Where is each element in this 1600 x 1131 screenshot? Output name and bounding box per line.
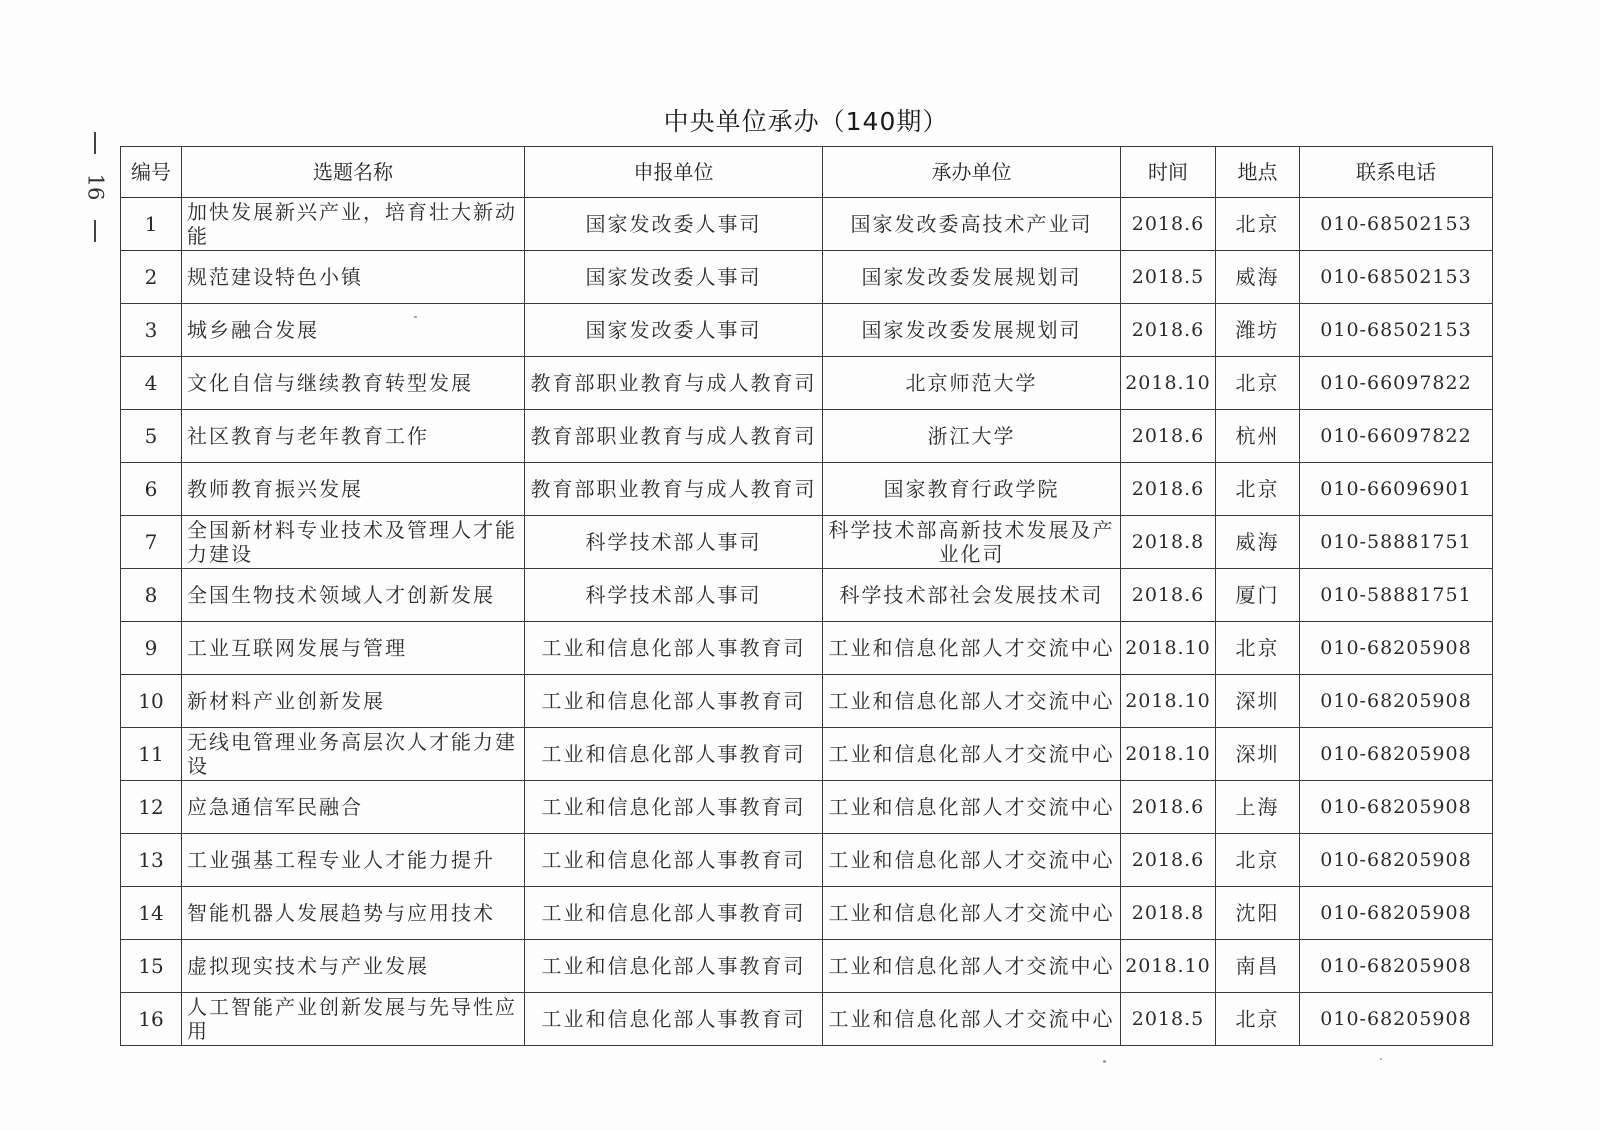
row-organizer: 工业和信息化部人才交流中心	[823, 887, 1121, 940]
table-row	[121, 834, 1493, 887]
row-index: 11	[121, 728, 182, 781]
row-index: 16	[121, 993, 182, 1046]
row-applicant: 工业和信息化部人事教育司	[525, 781, 823, 834]
row-location: 北京	[1216, 834, 1300, 887]
table-header-row	[121, 147, 1493, 198]
row-applicant: 教育部职业教育与成人教育司	[525, 410, 823, 463]
row-phone: 010-58881751	[1300, 516, 1493, 569]
header-date: 时间	[1121, 147, 1216, 198]
row-location: 杭州	[1216, 410, 1300, 463]
table-row	[121, 516, 1493, 569]
row-date: 2018.5	[1121, 993, 1216, 1046]
row-index: 15	[121, 940, 182, 993]
row-phone: 010-68205908	[1300, 675, 1493, 728]
row-applicant: 工业和信息化部人事教育司	[525, 887, 823, 940]
row-organizer: 工业和信息化部人才交流中心	[823, 781, 1121, 834]
table-row	[121, 675, 1493, 728]
table-row	[121, 304, 1493, 357]
row-phone: 010-68205908	[1300, 728, 1493, 781]
row-topic: 城乡融合发展	[182, 304, 525, 357]
row-index: 4	[121, 357, 182, 410]
row-index: 14	[121, 887, 182, 940]
row-phone: 010-68502153	[1300, 304, 1493, 357]
row-organizer: 科学技术部社会发展技术司	[823, 569, 1121, 622]
row-location: 深圳	[1216, 728, 1300, 781]
row-applicant: 教育部职业教育与成人教育司	[525, 357, 823, 410]
row-date: 2018.10	[1121, 940, 1216, 993]
row-location: 潍坊	[1216, 304, 1300, 357]
row-organizer: 国家发改委发展规划司	[823, 251, 1121, 304]
row-applicant: 工业和信息化部人事教育司	[525, 834, 823, 887]
row-applicant: 科学技术部人事司	[525, 516, 823, 569]
row-location: 北京	[1216, 463, 1300, 516]
row-organizer: 国家发改委高技术产业司	[823, 198, 1121, 251]
row-phone: 010-68205908	[1300, 622, 1493, 675]
row-index: 7	[121, 516, 182, 569]
scan-speck	[1380, 1058, 1382, 1060]
row-organizer: 浙江大学	[823, 410, 1121, 463]
row-phone: 010-66096901	[1300, 463, 1493, 516]
row-phone: 010-66097822	[1300, 410, 1493, 463]
row-index: 9	[121, 622, 182, 675]
table-row	[121, 940, 1493, 993]
row-topic: 工业强基工程专业人才能力提升	[182, 834, 525, 887]
row-location: 南昌	[1216, 940, 1300, 993]
table-row	[121, 251, 1493, 304]
page-number-label: 16	[83, 173, 108, 201]
row-location: 上海	[1216, 781, 1300, 834]
row-organizer: 科学技术部高新技术发展及产业化司	[823, 516, 1121, 569]
row-applicant: 工业和信息化部人事教育司	[525, 675, 823, 728]
row-organizer: 工业和信息化部人才交流中心	[823, 940, 1121, 993]
row-date: 2018.6	[1121, 304, 1216, 357]
row-phone: 010-68502153	[1300, 198, 1493, 251]
row-date: 2018.10	[1121, 622, 1216, 675]
table-row	[121, 781, 1493, 834]
row-location: 北京	[1216, 622, 1300, 675]
table-row	[121, 622, 1493, 675]
row-phone: 010-68205908	[1300, 993, 1493, 1046]
row-applicant: 国家发改委人事司	[525, 251, 823, 304]
row-topic: 无线电管理业务高层次人才能力建设	[182, 728, 525, 781]
header-location: 地点	[1216, 147, 1300, 198]
row-organizer: 工业和信息化部人才交流中心	[823, 728, 1121, 781]
row-phone: 010-58881751	[1300, 569, 1493, 622]
table-row	[121, 198, 1493, 251]
table-row	[121, 993, 1493, 1046]
row-organizer: 北京师范大学	[823, 357, 1121, 410]
header-topic: 选题名称	[182, 147, 525, 198]
program-table	[120, 146, 1493, 1046]
row-location: 威海	[1216, 251, 1300, 304]
row-organizer: 工业和信息化部人才交流中心	[823, 834, 1121, 887]
row-topic: 规范建设特色小镇	[182, 251, 525, 304]
row-applicant: 工业和信息化部人事教育司	[525, 993, 823, 1046]
row-organizer: 工业和信息化部人才交流中心	[823, 622, 1121, 675]
row-location: 北京	[1216, 198, 1300, 251]
row-index: 2	[121, 251, 182, 304]
row-location: 北京	[1216, 357, 1300, 410]
row-phone: 010-68502153	[1300, 251, 1493, 304]
row-location: 沈阳	[1216, 887, 1300, 940]
row-date: 2018.6	[1121, 198, 1216, 251]
header-phone: 联系电话	[1300, 147, 1493, 198]
row-phone: 010-68205908	[1300, 834, 1493, 887]
table-body	[121, 198, 1493, 1046]
row-applicant: 工业和信息化部人事教育司	[525, 728, 823, 781]
row-organizer: 工业和信息化部人才交流中心	[823, 993, 1121, 1046]
row-applicant: 工业和信息化部人事教育司	[525, 940, 823, 993]
row-organizer: 工业和信息化部人才交流中心	[823, 675, 1121, 728]
row-topic: 智能机器人发展趋势与应用技术	[182, 887, 525, 940]
row-topic: 工业互联网发展与管理	[182, 622, 525, 675]
row-location: 北京	[1216, 993, 1300, 1046]
row-topic: 全国生物技术领域人才创新发展	[182, 569, 525, 622]
row-date: 2018.10	[1121, 357, 1216, 410]
header-index: 编号	[121, 147, 182, 198]
row-index: 5	[121, 410, 182, 463]
table-row	[121, 357, 1493, 410]
row-applicant: 科学技术部人事司	[525, 569, 823, 622]
row-date: 2018.10	[1121, 675, 1216, 728]
row-date: 2018.10	[1121, 728, 1216, 781]
row-date: 2018.6	[1121, 834, 1216, 887]
row-index: 12	[121, 781, 182, 834]
row-index: 13	[121, 834, 182, 887]
row-date: 2018.8	[1121, 887, 1216, 940]
scan-speck	[414, 316, 417, 318]
row-date: 2018.5	[1121, 251, 1216, 304]
row-applicant: 工业和信息化部人事教育司	[525, 622, 823, 675]
row-topic: 社区教育与老年教育工作	[182, 410, 525, 463]
table-row	[121, 728, 1493, 781]
table-row	[121, 463, 1493, 516]
page-number-dash-top	[94, 132, 96, 154]
row-location: 厦门	[1216, 569, 1300, 622]
row-topic: 虚拟现实技术与产业发展	[182, 940, 525, 993]
table-row	[121, 569, 1493, 622]
row-phone: 010-68205908	[1300, 887, 1493, 940]
row-date: 2018.6	[1121, 410, 1216, 463]
row-index: 10	[121, 675, 182, 728]
page-number-dash-bottom	[94, 220, 96, 242]
row-phone: 010-68205908	[1300, 781, 1493, 834]
scan-speck	[1103, 1060, 1106, 1063]
row-location: 深圳	[1216, 675, 1300, 728]
row-date: 2018.6	[1121, 463, 1216, 516]
row-phone: 010-66097822	[1300, 357, 1493, 410]
row-topic: 教师教育振兴发展	[182, 463, 525, 516]
row-index: 3	[121, 304, 182, 357]
row-organizer: 国家发改委发展规划司	[823, 304, 1121, 357]
row-topic: 文化自信与继续教育转型发展	[182, 357, 525, 410]
row-date: 2018.6	[1121, 569, 1216, 622]
table-row	[121, 410, 1493, 463]
row-location: 威海	[1216, 516, 1300, 569]
header-applicant: 申报单位	[525, 147, 823, 198]
row-topic: 新材料产业创新发展	[182, 675, 525, 728]
header-organizer: 承办单位	[823, 147, 1121, 198]
row-topic: 人工智能产业创新发展与先导性应用	[182, 993, 525, 1046]
row-topic: 加快发展新兴产业，培育壮大新动能	[182, 198, 525, 251]
row-topic: 应急通信军民融合	[182, 781, 525, 834]
row-applicant: 教育部职业教育与成人教育司	[525, 463, 823, 516]
row-date: 2018.8	[1121, 516, 1216, 569]
page-number	[84, 132, 106, 242]
row-index: 6	[121, 463, 182, 516]
row-date: 2018.6	[1121, 781, 1216, 834]
table-row	[121, 887, 1493, 940]
page-title: 中央单位承办（140期）	[663, 107, 949, 136]
row-topic: 全国新材料专业技术及管理人才能力建设	[182, 516, 525, 569]
row-applicant: 国家发改委人事司	[525, 304, 823, 357]
row-index: 1	[121, 198, 182, 251]
row-index: 8	[121, 569, 182, 622]
row-organizer: 国家教育行政学院	[823, 463, 1121, 516]
row-applicant: 国家发改委人事司	[525, 198, 823, 251]
row-phone: 010-68205908	[1300, 940, 1493, 993]
